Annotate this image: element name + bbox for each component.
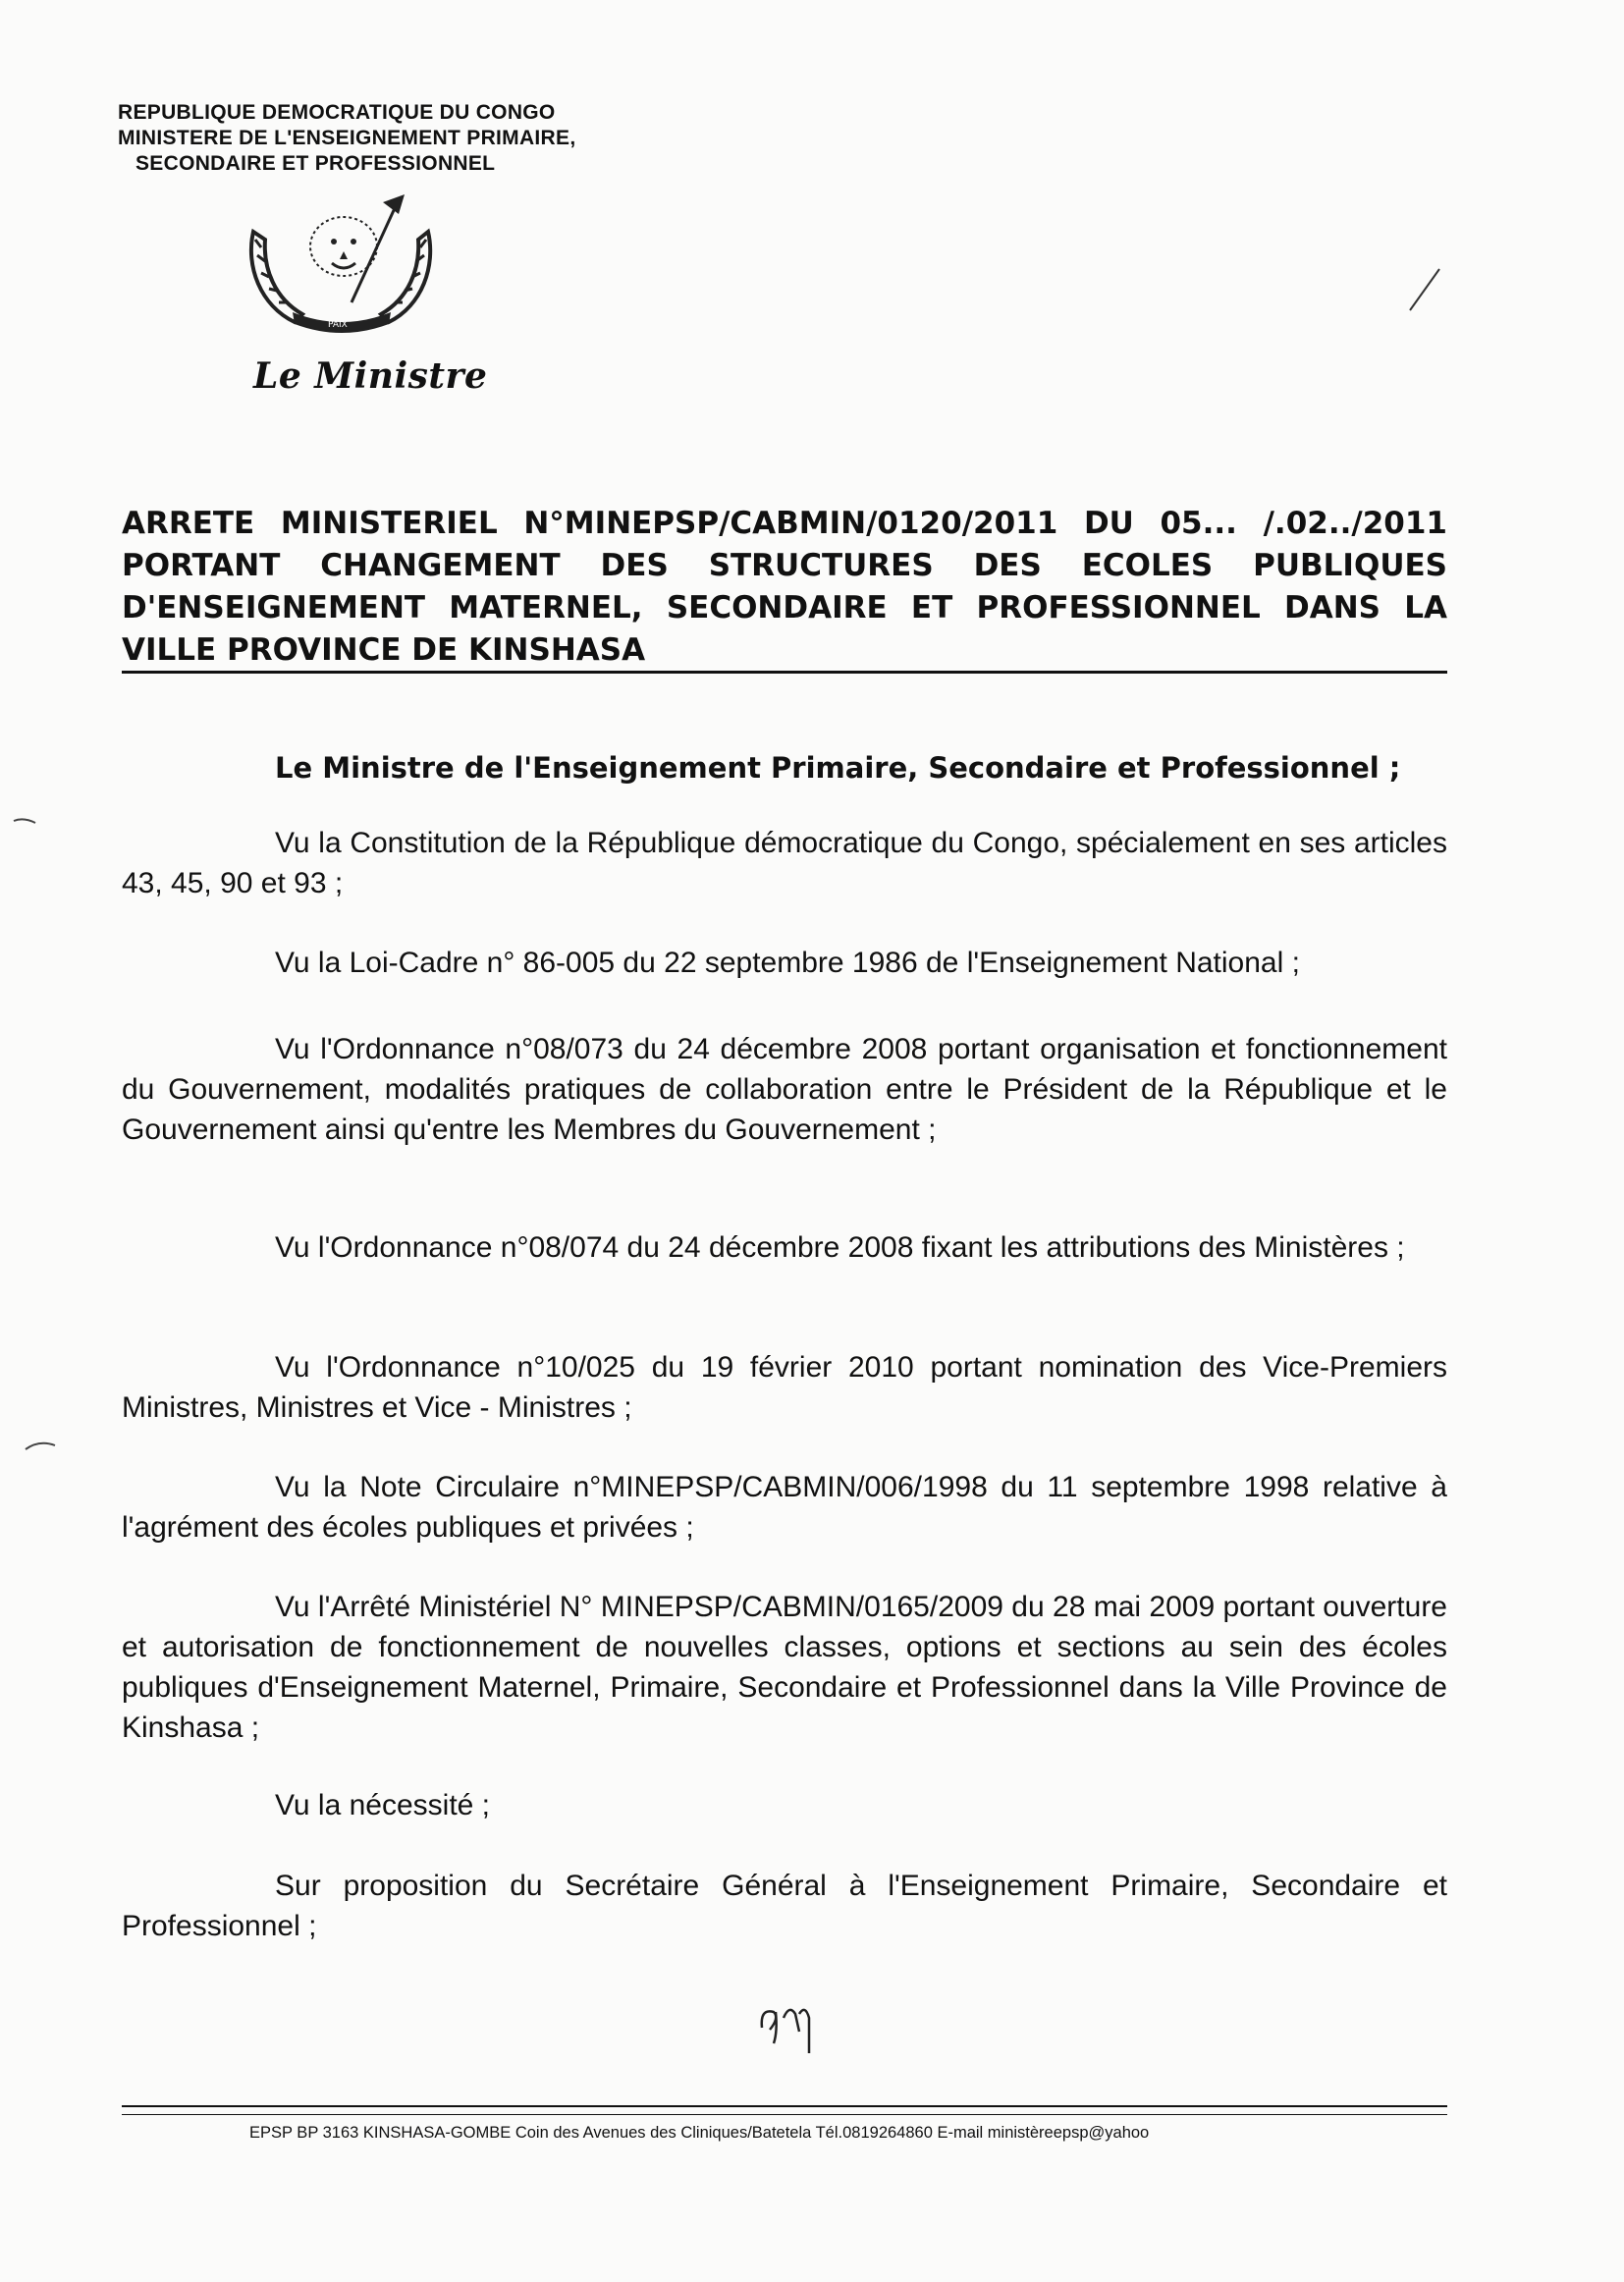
paragraph <box>122 1347 1447 1428</box>
coat-of-arms-icon <box>236 192 452 340</box>
consideration-text: Vu la nécessité ; <box>275 1789 491 1821</box>
decree-title-line: VILLE PROVINCE DE KINSHASA <box>122 632 646 668</box>
paragraph <box>122 1467 1447 1548</box>
stray-mark <box>1406 265 1445 314</box>
consideration-text: Vu l'Arrêté Ministériel N° MINEPSP/CABMIN/0165/2009 du 28 mai 2009 portant ouverture et autorisation de fonctionnement de nouvelles classes, options et sections au sein des écoles publiques d'Enseignement Maternel, Primaire, Secondaire et Professionnel dans la Ville Province de Kinshasa ; <box>122 1591 1447 1744</box>
minister-heading: Le Ministre <box>253 355 488 397</box>
decree-title <box>122 503 1447 672</box>
paragraph <box>122 1866 1447 1946</box>
decree-title-line: PORTANT CHANGEMENT DES STRUCTURES DES ECOLES PUBLIQUES <box>122 548 1447 583</box>
consideration-text: Sur proposition du Secrétaire Général à l'Enseignement Primaire, Secondaire et Professionnel ; <box>122 1870 1447 1942</box>
consideration-text: Vu l'Ordonnance n°08/074 du 24 décembre 2008 fixant les attributions des Ministères ; <box>275 1231 1405 1264</box>
svg-text:PAIX: PAIX <box>328 320 348 330</box>
letterhead-country: REPUBLIQUE DEMOCRATIQUE DU CONGO <box>118 101 556 124</box>
decree-title-line: ARRETE MINISTERIEL N°MINEPSP/CABMIN/0120/2011 DU 05... /.02../2011 <box>122 506 1447 541</box>
footer-address: EPSP BP 3163 KINSHASA-GOMBE Coin des Avenues des Cliniques/Batetela Tél.0819264860 E-mail ministèreepsp@yahoo <box>249 2124 1150 2142</box>
margin-mark <box>10 811 39 831</box>
letterhead <box>118 100 575 177</box>
footer-rule <box>122 2105 1447 2107</box>
paragraph <box>122 943 1447 983</box>
consideration-text: Vu l'Ordonnance n°10/025 du 19 février 2010 portant nomination des Vice-Premiers Ministres, Ministres et Vice - Ministres ; <box>122 1351 1447 1424</box>
consideration-text: Vu l'Ordonnance n°08/073 du 24 décembre 2008 portant organisation et fonctionnement du Gouvernement, modalités pratiques de collaboration entre le Président de la République et le Gouvernement ainsi qu'entre les Membres du Gouvernement ; <box>122 1033 1447 1146</box>
paragraph <box>122 823 1447 903</box>
letterhead-ministry: MINISTERE DE L'ENSEIGNEMENT PRIMAIRE, <box>118 127 576 149</box>
margin-mark-2 <box>24 1436 57 1455</box>
paragraph <box>122 1587 1447 1748</box>
letterhead-ministry-cont: SECONDAIRE ET PROFESSIONNEL <box>135 152 496 175</box>
paragraph <box>122 1227 1447 1268</box>
decree-title-line: D'ENSEIGNEMENT MATERNEL, SECONDAIRE ET PROFESSIONNEL DANS LA <box>122 590 1447 625</box>
consideration-text: Vu la Constitution de la République démocratique du Congo, spécialement en ses articles 43, 45, 90 et 93 ; <box>122 827 1447 899</box>
footer-rule-thin <box>122 2114 1447 2115</box>
paragraph <box>122 1785 1447 1825</box>
paragraph <box>122 1029 1447 1150</box>
minister-intro: Le Ministre de l'Enseignement Primaire, Secondaire et Professionnel ; <box>275 751 1401 785</box>
initials-signature <box>756 1988 835 2057</box>
title-underline <box>122 671 1447 674</box>
consideration-text: Vu la Note Circulaire n°MINEPSP/CABMIN/006/1998 du 11 septembre 1998 relative à l'agrément des écoles publiques et privées ; <box>122 1471 1447 1544</box>
consideration-text: Vu la Loi-Cadre n° 86-005 du 22 septembre 1986 de l'Enseignement National ; <box>275 947 1300 979</box>
